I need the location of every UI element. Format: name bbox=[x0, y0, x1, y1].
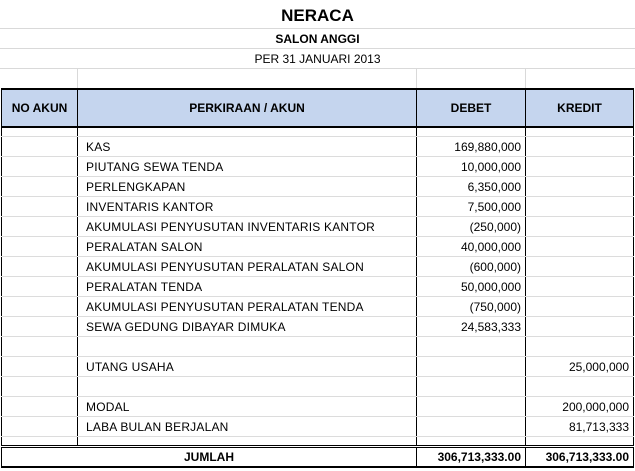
report-title[interactable]: NERACA bbox=[0, 0, 635, 29]
account-name-cell[interactable]: PERALATAN SALON bbox=[78, 237, 417, 257]
debit-cell[interactable]: 24,583,333 bbox=[417, 317, 526, 337]
table-row bbox=[2, 357, 634, 377]
account-name-cell[interactable]: INVENTARIS KANTOR bbox=[78, 197, 417, 217]
gridline bbox=[525, 69, 526, 88]
account-name-cell[interactable]: PERLENGKAPAN bbox=[78, 177, 417, 197]
table-row bbox=[2, 177, 634, 197]
debit-cell[interactable]: 40,000,000 bbox=[417, 237, 526, 257]
account-name-cell[interactable]: KAS bbox=[78, 137, 417, 157]
account-name-cell[interactable]: AKUMULASI PENYUSUTAN PERALATAN SALON bbox=[78, 257, 417, 277]
table-row bbox=[2, 127, 634, 137]
debit-cell[interactable]: 7,500,000 bbox=[417, 197, 526, 217]
account-name-cell[interactable] bbox=[78, 127, 417, 137]
debit-cell[interactable] bbox=[417, 417, 526, 437]
account-name-cell[interactable]: PERALATAN TENDA bbox=[78, 277, 417, 297]
credit-cell[interactable] bbox=[526, 237, 634, 257]
account-no-cell[interactable] bbox=[2, 377, 78, 397]
account-name-cell[interactable]: AKUMULASI PENYUSUTAN INVENTARIS KANTOR bbox=[78, 217, 417, 237]
report-period[interactable]: PER 31 JANUARI 2013 bbox=[0, 49, 635, 69]
total-debit-cell[interactable]: 306,713,333.00 bbox=[417, 447, 526, 468]
table-row bbox=[2, 397, 634, 417]
total-label-cell[interactable]: JUMLAH bbox=[2, 447, 417, 468]
credit-cell[interactable] bbox=[526, 257, 634, 277]
account-no-cell[interactable] bbox=[2, 157, 78, 177]
debit-cell[interactable]: 50,000,000 bbox=[417, 277, 526, 297]
account-name-cell[interactable]: PIUTANG SEWA TENDA bbox=[78, 157, 417, 177]
header-row bbox=[2, 89, 634, 127]
credit-cell[interactable] bbox=[526, 297, 634, 317]
account-no-cell[interactable] bbox=[2, 297, 78, 317]
gridline bbox=[77, 69, 78, 88]
table-row bbox=[2, 377, 634, 397]
credit-cell[interactable] bbox=[526, 177, 634, 197]
table-row bbox=[2, 257, 634, 277]
credit-cell[interactable]: 81,713,333 bbox=[526, 417, 634, 437]
account-name-cell[interactable]: SEWA GEDUNG DIBAYAR DIMUKA bbox=[78, 317, 417, 337]
column-header-credit[interactable]: KREDIT bbox=[526, 89, 634, 127]
account-no-cell[interactable] bbox=[2, 277, 78, 297]
table-row bbox=[2, 197, 634, 217]
account-no-cell[interactable] bbox=[2, 317, 78, 337]
account-name-cell[interactable]: AKUMULASI PENYUSUTAN PERALATAN TENDA bbox=[78, 297, 417, 317]
debit-cell[interactable] bbox=[417, 337, 526, 357]
table-body bbox=[2, 127, 634, 447]
debit-cell[interactable]: (250,000) bbox=[417, 217, 526, 237]
table-row bbox=[2, 277, 634, 297]
table-row bbox=[2, 437, 634, 447]
account-no-cell[interactable] bbox=[2, 417, 78, 437]
credit-cell[interactable] bbox=[526, 197, 634, 217]
account-no-cell[interactable] bbox=[2, 217, 78, 237]
debit-cell[interactable] bbox=[417, 437, 526, 447]
credit-cell[interactable] bbox=[526, 157, 634, 177]
account-name-cell[interactable]: MODAL bbox=[78, 397, 417, 417]
debit-cell[interactable]: 169,880,000 bbox=[417, 137, 526, 157]
table-row bbox=[2, 217, 634, 237]
account-no-cell[interactable] bbox=[2, 437, 78, 447]
account-name-cell[interactable] bbox=[78, 437, 417, 447]
account-no-cell[interactable] bbox=[2, 337, 78, 357]
account-no-cell[interactable] bbox=[2, 177, 78, 197]
table-row bbox=[2, 157, 634, 177]
account-name-cell[interactable]: UTANG USAHA bbox=[78, 357, 417, 377]
account-no-cell[interactable] bbox=[2, 237, 78, 257]
column-header-account-no[interactable]: NO AKUN bbox=[2, 89, 78, 127]
credit-cell[interactable] bbox=[526, 317, 634, 337]
debit-cell[interactable] bbox=[417, 377, 526, 397]
debit-cell[interactable] bbox=[417, 397, 526, 417]
debit-cell[interactable]: 10,000,000 bbox=[417, 157, 526, 177]
balance-sheet-table bbox=[1, 88, 634, 468]
debit-cell[interactable]: (600,000) bbox=[417, 257, 526, 277]
debit-cell[interactable]: 6,350,000 bbox=[417, 177, 526, 197]
account-no-cell[interactable] bbox=[2, 357, 78, 377]
account-no-cell[interactable] bbox=[2, 127, 78, 137]
credit-cell[interactable] bbox=[526, 377, 634, 397]
debit-cell[interactable]: (750,000) bbox=[417, 297, 526, 317]
account-no-cell[interactable] bbox=[2, 397, 78, 417]
credit-cell[interactable] bbox=[526, 127, 634, 137]
credit-cell[interactable]: 25,000,000 bbox=[526, 357, 634, 377]
company-name[interactable]: SALON ANGGI bbox=[0, 29, 635, 49]
account-name-cell[interactable] bbox=[78, 337, 417, 357]
debit-cell[interactable] bbox=[417, 357, 526, 377]
credit-cell[interactable]: 200,000,000 bbox=[526, 397, 634, 417]
credit-cell[interactable] bbox=[526, 137, 634, 157]
credit-cell[interactable] bbox=[526, 277, 634, 297]
table-row bbox=[2, 137, 634, 157]
column-header-debit[interactable]: DEBET bbox=[417, 89, 526, 127]
total-row bbox=[2, 447, 634, 468]
table-row bbox=[2, 317, 634, 337]
account-no-cell[interactable] bbox=[2, 257, 78, 277]
table-row bbox=[2, 237, 634, 257]
debit-cell[interactable] bbox=[417, 127, 526, 137]
blank-spacer-row[interactable] bbox=[0, 69, 635, 88]
total-credit-cell[interactable]: 306,713,333.00 bbox=[526, 447, 634, 468]
credit-cell[interactable] bbox=[526, 437, 634, 447]
credit-cell[interactable] bbox=[526, 217, 634, 237]
account-name-cell[interactable]: LABA BULAN BERJALAN bbox=[78, 417, 417, 437]
account-no-cell[interactable] bbox=[2, 137, 78, 157]
table-row bbox=[2, 297, 634, 317]
table-row bbox=[2, 417, 634, 437]
account-no-cell[interactable] bbox=[2, 197, 78, 217]
credit-cell[interactable] bbox=[526, 337, 634, 357]
account-name-cell[interactable] bbox=[78, 377, 417, 397]
table-row bbox=[2, 337, 634, 357]
column-header-account-name[interactable]: PERKIRAAN / AKUN bbox=[78, 89, 417, 127]
gridline bbox=[416, 69, 417, 88]
